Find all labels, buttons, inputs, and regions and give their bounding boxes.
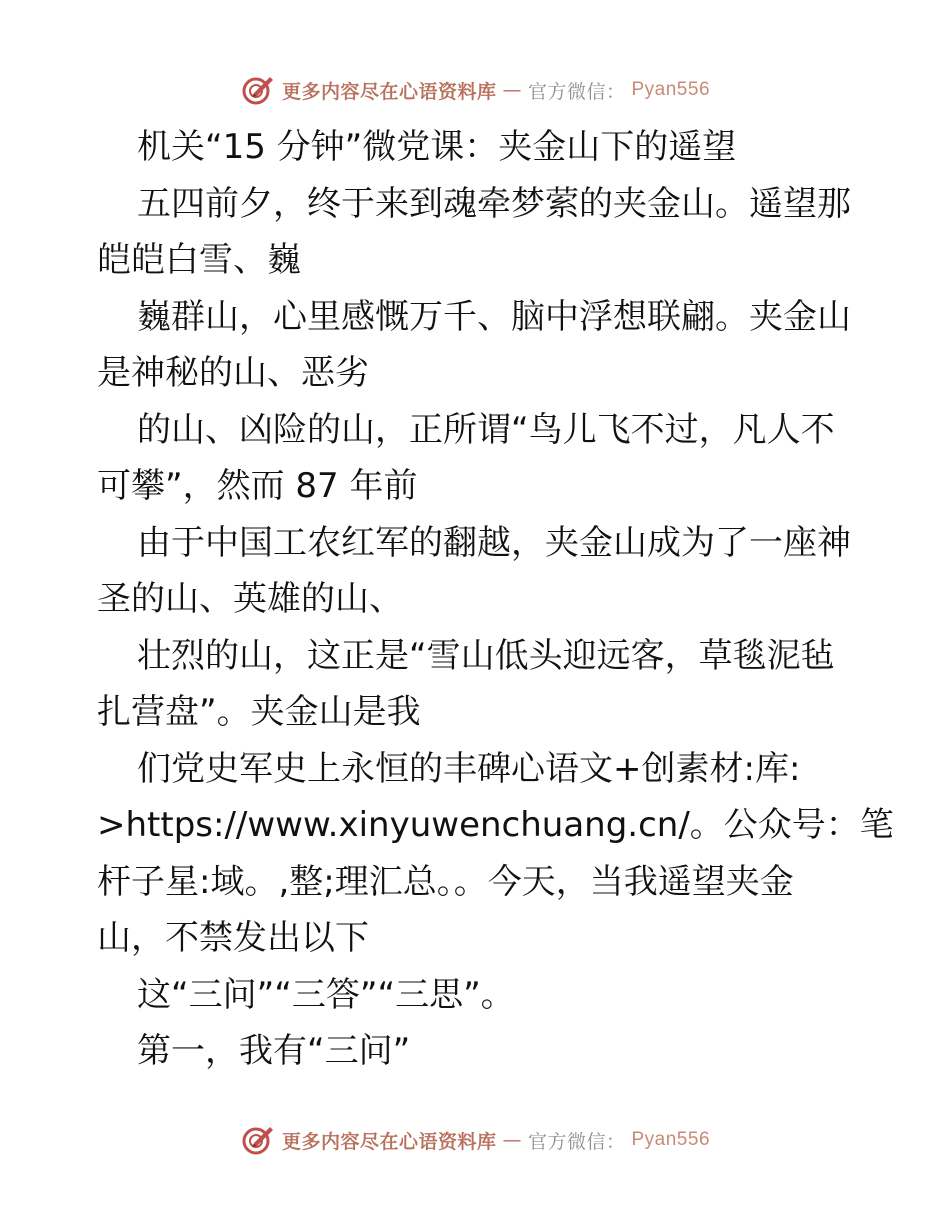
- paragraph-line: 圣的山、英雄的山、: [97, 579, 403, 619]
- paragraph-line: 可攀”，然而 87 年前: [97, 466, 418, 506]
- pen-logo-icon: [240, 1122, 276, 1158]
- paragraph-line: 山，不禁发出以下: [97, 918, 369, 958]
- section-heading: 第一，我有“三问”: [137, 1031, 411, 1071]
- paragraph-line: 杆子星:域。,整;理汇总。。今天，当我遥望夹金: [97, 861, 794, 902]
- banner-dash: —: [502, 1129, 522, 1151]
- paragraph-line: 五四前夕，终于来到魂牵梦萦的夹金山。遥望那: [137, 183, 851, 224]
- banner-main-text: 更多内容尽在心语资料库: [281, 80, 497, 103]
- banner-main-text: 更多内容尽在心语资料库: [281, 1130, 497, 1153]
- banner-dash: —: [502, 79, 522, 101]
- header-banner[interactable]: [0, 70, 950, 110]
- banner-wechat-label: 官方微信：: [527, 80, 626, 103]
- paragraph-line: 壮烈的山，这正是“雪山低头迎远客，草毯泥毡: [137, 635, 835, 676]
- paragraph-line: 扎营盘”。夹金山是我: [97, 692, 421, 732]
- banner-wechat-id: Pyan556: [631, 79, 711, 100]
- paragraph-line: 这“三问”“三答”“三思”。: [137, 974, 515, 1015]
- footer-banner[interactable]: [0, 1120, 950, 1160]
- paragraph-line: 由于中国工农红军的翻越，夹金山成为了一座神: [137, 522, 851, 563]
- paragraph-line: 的山、凶险的山，正所谓“鸟儿飞不过，凡人不: [137, 409, 835, 450]
- banner-wechat-label: 官方微信：: [527, 1130, 626, 1153]
- paragraph-line: 皑皑白雪、巍: [97, 240, 301, 280]
- paragraph-line: 巍群山，心里感慨万千、脑中浮想联翩。夹金山: [137, 296, 851, 337]
- paragraph-line: >https://www.xinyuwenchuang.cn/。公众号：笔: [97, 805, 894, 845]
- banner-wechat-id: Pyan556: [631, 1129, 711, 1150]
- document-body: [97, 119, 894, 1080]
- paragraph-line: 们党史军史上永恒的丰碑心语文+创素材:库:: [137, 748, 801, 789]
- paragraph-line: 是神秘的山、恶劣: [97, 353, 369, 393]
- document-title: 机关“15 分钟”微党课：夹金山下的遥望: [137, 127, 737, 167]
- pen-logo-icon: [240, 72, 276, 108]
